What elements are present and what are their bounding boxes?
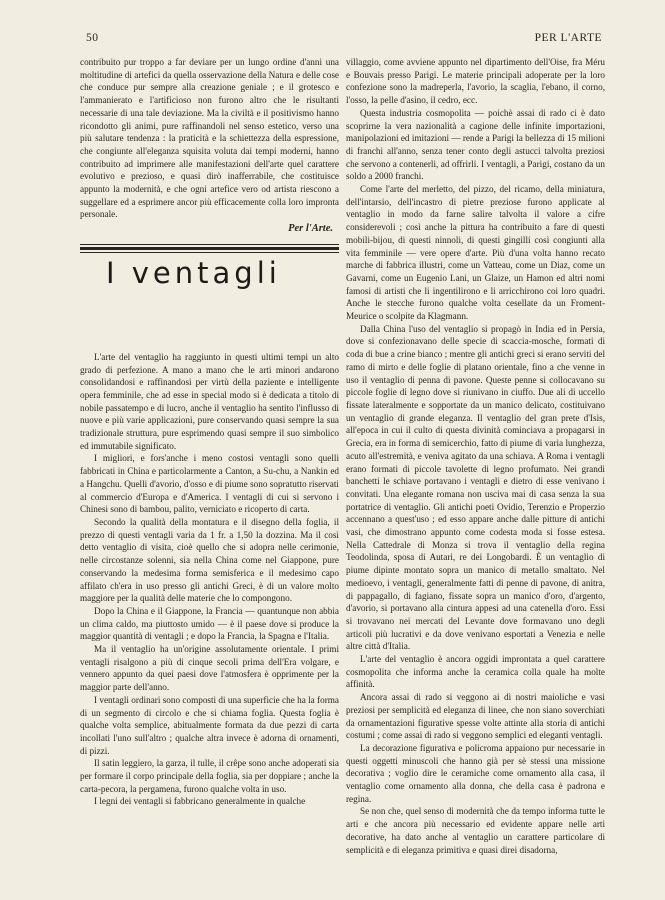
paragraph: I legni dei ventagli si fabbricano generalmente in qualche — [94, 796, 306, 807]
paragraph: Se non che, quel senso di modernità che da tempo informa tutte le arti e che ancora più necessario ed evidente appare nelle arti decorative, ha dato anche al ventaglio un carattere particolare di semplicità e di eleganza primitiva e quasi direi disadorna, — [346, 806, 605, 855]
paragraph: Come l'arte del merletto, del pizzo, del ricamo, della miniatura, dell'intarsio, dell'incastro di pietre preziose furono applicate al ventaglio in modo da farne salire talvolta il valore a cifre considerevoli ; così anche la pittura ha contribuito a fare di questi mobili-bijou, di questi ninnoli, di questi gingilli così congiunti alla vita femminile — vere opere d'arte. Più d'una volta hanno recato marche di fabbrica illustri, come un Vatteau, come un Diaz, come un Gavarni, come un Eugenio Lani, un Glaize, un Hamon ed altri nomi famosi di artisti che li ingentilirono e li arricchirono coi loro quadri. Anche le stecche furono qualche volta cesellate da un Froment-Meurice o scolpite da Klagmann. — [346, 184, 605, 322]
divider-line — [80, 252, 339, 253]
paragraph: Ancora assai di rado si veggono ai dì nostri maioliche e vasi preziosi per semplicità ed eleganza di linee, che non siano soverchiati da ornamentazioni figurative spesse volte attinte alla storia di antichi costumi ; come assai di rado si veggono semplici ed eleganti ventagli. — [346, 692, 605, 741]
page-number: 50 — [86, 32, 99, 44]
paragraph: villaggio, come avviene appunto nel dipartimento dell'Oise, fra Méru e Bouvais presso Parigi. Le materie principali adoperate per la loro confezione sono la madreperla, l'avorio, la scaglia, l'ebano, il corno, l'osso, la pelle d'asino, il cedro, ecc. — [346, 57, 605, 106]
paragraph: I migliori, e fors'anche i meno costosi ventagli sono quelli fabbricati in China e particolarmente a Canton, a Su-chu, a Nankin ed a Hangchu. Quelli d'avorio, d'osso e di piume sono sopratutto riservati al commercio d'Europa e d'America. I ventagli di cui si servono i Chinesi sono di bambou, palito, verniciato e ricoperto di carta. — [80, 453, 339, 515]
article-title: I ventagli — [106, 255, 281, 290]
paragraph: I ventagli ordinari sono composti di una superficie che ha la forma di un segmento di circolo e che si chiama foglia. Questa foglia è qualche volta semplice, abitualmente formata da due pezzi di carta incollati l'uno sull'altro ; qualche altra invece è adorna di ornamenti, di pizzi. — [80, 694, 339, 756]
paragraph: Il satin leggiero, la garza, il tulle, il crêpe sono anche adoperati sia per formare il corpo principale della foglia, sia per doppiare ; anche la carta-pecora, la pergamena, furono qualche volta in uso. — [80, 758, 339, 794]
page-header — [86, 28, 602, 48]
paragraph: Dopo la China e il Giappone, la Francia — quantunque non abbia un clima caldo, ma piuttosto umido — è il paese dove si produce la maggior quantità di ventagli ; e dopo la Francia, la Spagna e l'Italia. — [80, 605, 339, 642]
left-column — [80, 56, 339, 856]
signature: Per l'Arte. — [288, 223, 333, 235]
running-title: PER L'ARTE — [534, 32, 602, 44]
paragraph: Ma il ventaglio ha un'origine assolutamente orientale. I primi ventagli risalgono a più di cinque secoli prima dell'Era volgare, e vennero appunto da quei paesi dove l'atmosfera è opprimente per la maggior parte dell'anno. — [80, 644, 339, 693]
previous-article-paragraph: contribuito pur troppo a far deviare per un lungo ordine d'anni una moltitudine di artefici da quella osservazione della Natura e delle cose che conduce pur sempre alla creazione geniale ; e il grotesco e l'ammanierato e l'artificioso non furono altro che le risultanti necessarie di una tale deviazione. Ma la civiltà e il positivismo hanno ricondotto gli animi, pure raffinandoli nel senso estetico, verso una più salutare tendenza : la praticità e la schiettezza della espressione, che congiunte all'eleganza squisita voluta dai tempi moderni, hanno contribuito ad imprimere alle manifestazioni dell'arte quel carattere evolutivo e prezioso, e quasi dirò inafferrabile, che costituisce appunto la modernità, e che ogni artefice vero od artista riescono a suggellare ed a esprimere ancor più efficacemente colla loro impronta personale. — [80, 57, 339, 220]
paragraph: Secondo la qualità della montatura e il disegno della foglia, il prezzo di questi ventagli varia da 1 fr. a 1,50 la dozzina. Ma il così detto ventaglio di visita, cioè quello che si adopra nelle cerimonie, nelle circostanze solenni, sia nella China come nel Giappone, pure conservando la medesima forma semisferica e il medesimo capo affilato ch'era in uso presso gli antichi Greci, è di un valore molto maggiore per la qualità delle materie che lo compongono. — [80, 516, 339, 604]
title-spacer — [80, 321, 339, 351]
right-column — [346, 56, 605, 856]
paragraph: Questa industria cosmopolita — poichè assai di rado ci è dato scoprirne la vera nazionalità a cagione delle infinite importazioni, manipolazioni ed imitazioni — rende a Parigi la bellezza di 15 milioni di franchi all'anno, senza tener conto degli astucci talvolta preziosi che servono a contenerli, ad offrirli. I ventagli, a Parigi, costano da un soldo a 2000 franchi. — [346, 107, 605, 182]
section-divider — [80, 244, 339, 253]
paragraph: L'arte del ventaglio ha raggiunto in questi ultimi tempi un alto grado di perfezione. A mano a mano che le arti minori andarono consolidandosi e raffinandosi per virtù della paziente e intelligente opera femminile, che ad esse in special modo si è dedicata a titolo di nobile passatempo e di lucro, anche il ventaglio ha sentito l'influsso di nuove e più varie applicazioni, pure conservando quasi sempre la sua tradizionale struttura, pure esprimendo quasi sempre il suo simbolico ed immutabile significato. — [80, 351, 339, 451]
title-block — [80, 255, 339, 321]
divider-line — [80, 244, 339, 245]
paragraph: Dalla China l'uso del ventaglio si propagò in India ed in Persia, dove si confezionavano delle specie di scaccia-mosche, formati di coda di bue a crine bianco ; mentre gli antichi greci si erano serviti del ramo di mirto e delle foglie di platano orientale, fino a che venne in uso il ventaglio di penna di pavone. Queste penne si collocavano su piccole foglie di legno dove si riunivano in ciuffo. Due ali di uccello fissate lateralmente e sopportate da un manico delicato, costituivano un ventaglio di grande eleganza. Il ventaglio del gran prete d'Isis, all'epoca in cui il culto di questa divinità cominciava a propagarsi in Grecia, era in forma di semicerchio, fatto di piume di varia lunghezza, acuto all'estremità, e veniva agitato da una schiava. A Roma i ventagli erano formati di piccole tavolette di legno profumato. Nei grandi banchetti le schiave portavano i ventagli e dietro di esse venivano i convitati. Una elegante romana non usciva mai di casa senza la sua portatrice di ventaglio. Gli antichi poeti Ovidio, Terenzio e Properzio accennano a quest'uso ; ed esso appare anche dalle pitture di antichi vasi, che dimostrano appunto come codesta moda si fosse estesa. Nella Cattedrale di Monza si trova il ventaglio della regina Teodolinda, sposa di Autari, re dei Longobardi. È un ventaglio di piume dipinte montato sopra un manico di metallo smaltato. Nel medioevo, i ventagli, generalmente fatti di penne di pavone, di anitra, di pappagallo, di fagiano, fissate sopra un manico d'oro, d'argento, d'avorio, si portavano alla cintura appesi ad una catenella d'oro. Essi si trovavano nei mercati del Levante dove formavano uno degli articoli più lucrativi e da dove venivano esportati a Venezia e nelle altre città d'Italia. — [346, 323, 605, 652]
paragraph: L'arte del ventaglio è ancora oggidì improntata a quel carattere cosmopolita che informa anche la ceramica colla quale ha molte affinità. — [346, 654, 605, 690]
paragraph: La decorazione figurativa e policroma appaiono pur necessarie in questi oggetti minuscoli che hanno già per sè stessi una missione decorativa ; voglio dire le ceramiche come ornamento alla casa, il ventaglio come ornamento alla donna, che della casa è padrona e regina. — [346, 742, 605, 804]
divider-line — [80, 247, 339, 250]
